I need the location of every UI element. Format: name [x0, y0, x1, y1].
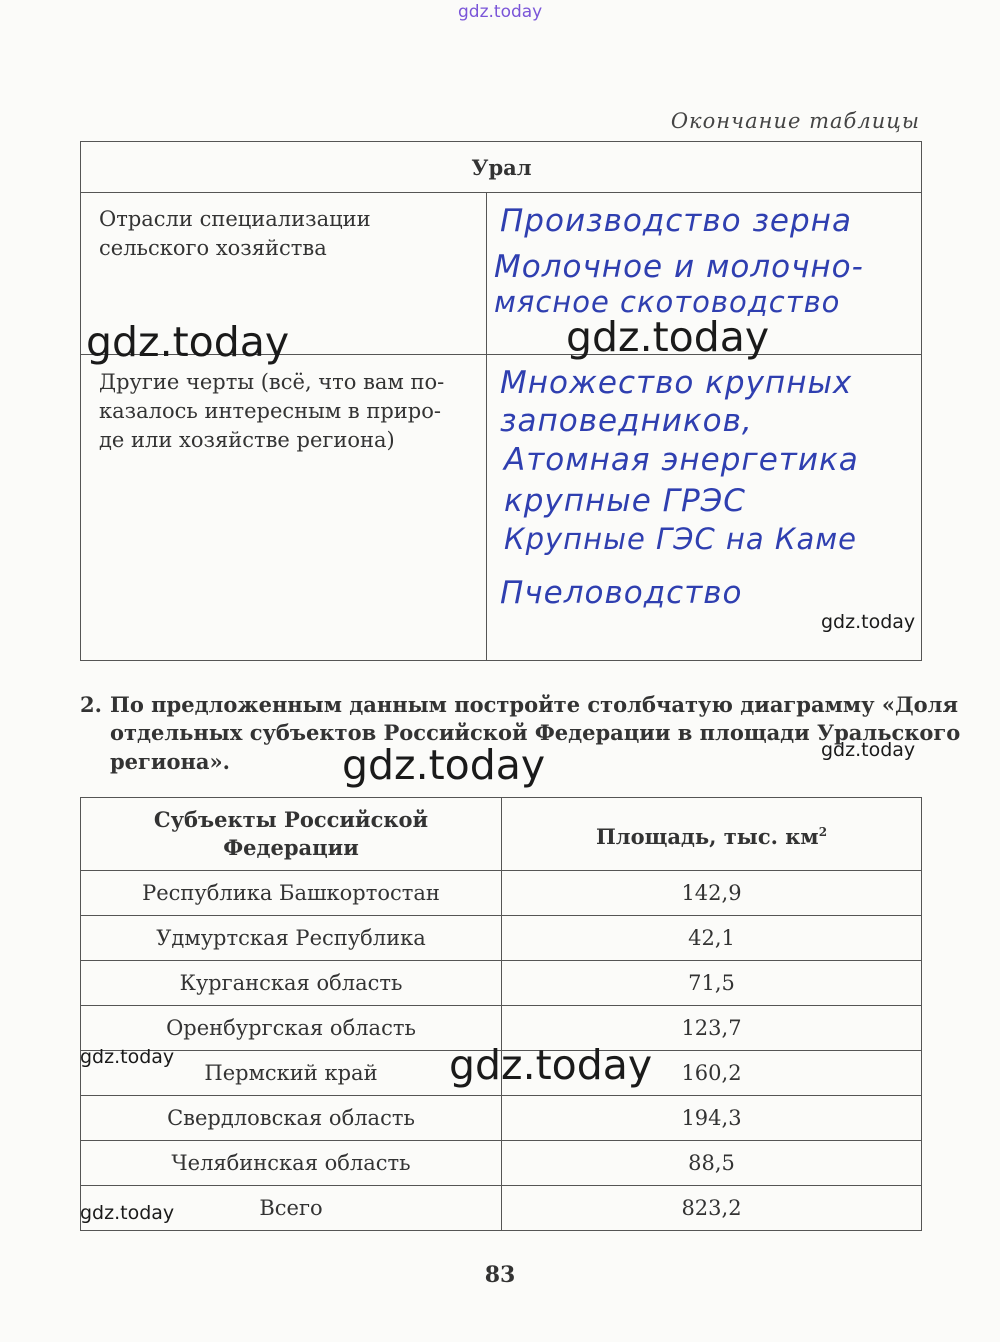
task-text-line1: По предложенным данным постройте столбчатую диаграмму «Доля [110, 692, 958, 717]
page-number: 83 [484, 1262, 516, 1288]
header-subjects-line2: Федерации [223, 835, 359, 860]
subject-name: Оренбургская область [81, 1006, 502, 1051]
subject-area: 194,3 [502, 1096, 922, 1141]
watermark: gdz.today [566, 313, 770, 361]
subject-name: Пермский край [81, 1051, 502, 1096]
table-row [81, 1141, 922, 1186]
row-label-specialization-line2: сельского хозяйства [99, 236, 327, 260]
subject-area: 123,7 [502, 1006, 922, 1051]
row-label-other-line1: Другие черты (всё, что вам по- [99, 370, 445, 394]
answer-other-line6: Пчеловодство [500, 575, 743, 611]
task-text-line3: региона». [110, 749, 230, 774]
table-header-ural: Урал [471, 155, 532, 180]
subject-area: 160,2 [502, 1051, 922, 1096]
table-row [81, 1096, 922, 1141]
answer-other-line3: Атомная энергетика [504, 442, 859, 478]
watermark: gdz.today [821, 739, 916, 761]
subject-area: 88,5 [502, 1141, 922, 1186]
table-header-divider [81, 192, 921, 193]
table-row [81, 961, 922, 1006]
subject-name: Челябинская область [81, 1141, 502, 1186]
answer-specialization-line3: мясное скотоводство [494, 285, 841, 319]
watermark: gdz.today [80, 1202, 175, 1224]
table-caption: Окончание таблицы [670, 109, 920, 133]
header-area-superscript: 2 [818, 824, 828, 839]
row-label-specialization-line1: Отрасли специализации [99, 207, 371, 231]
answer-other-line4: крупные ГРЭС [504, 483, 746, 519]
subject-area: 71,5 [502, 961, 922, 1006]
watermark: gdz.today [86, 318, 290, 366]
table-row [81, 916, 922, 961]
answer-specialization-line2: Молочное и молочно- [494, 249, 864, 285]
subject-name: Удмуртская Республика [81, 916, 502, 961]
table-row [81, 871, 922, 916]
subject-name: Курганская область [81, 961, 502, 1006]
watermark: gdz.today [80, 1046, 175, 1068]
subject-area: 42,1 [502, 916, 922, 961]
watermark: gdz.today [821, 611, 916, 633]
table-column-divider [486, 193, 487, 660]
subject-name: Свердловская область [81, 1096, 502, 1141]
header-subjects-line1: Субъекты Российской [153, 807, 429, 832]
watermark: gdz.today [342, 741, 546, 789]
task-number: 2. [80, 692, 102, 717]
answer-other-line2: заповедников, [500, 403, 753, 439]
table-row [81, 1186, 922, 1231]
row-label-other-line3: де или хозяйстве региона) [99, 428, 395, 452]
watermark: gdz.today [449, 1041, 653, 1089]
table-header-row [81, 798, 922, 871]
answer-specialization-line1: Производство зерна [500, 203, 852, 239]
answer-other-line5: Крупные ГЭС на Каме [504, 522, 857, 556]
subject-area: 823,2 [502, 1186, 922, 1231]
subject-name: Всего [81, 1186, 502, 1231]
header-subjects [81, 798, 502, 871]
answer-other-line1: Множество крупных [500, 365, 853, 401]
task-text-line2: отдельных субъектов Российской Федерации в площади Уральского [110, 720, 961, 745]
subject-name: Республика Башкортостан [81, 871, 502, 916]
watermark-top: gdz.today [458, 2, 543, 22]
header-area-label: Площадь, тыс. км [595, 823, 819, 849]
header-area [502, 798, 922, 871]
row-label-other-line2: казалось интересным в приро- [99, 399, 441, 423]
area-table [80, 797, 922, 1231]
subject-area: 142,9 [502, 871, 922, 916]
